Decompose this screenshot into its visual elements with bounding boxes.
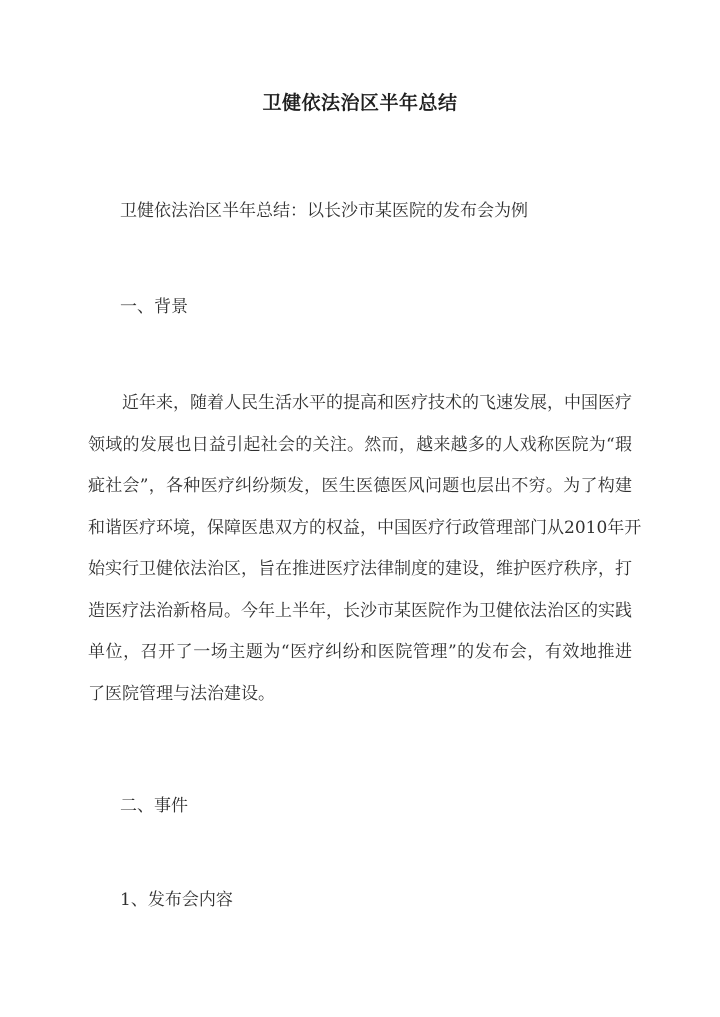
section-heading-background: 一、背景 <box>120 297 188 317</box>
document-subtitle: 卫健依法治区半年总结：以长沙市某医院的发布会为例 <box>120 201 528 221</box>
paragraph-line: 始实行卫健依法治区，旨在推进医疗法律制度的建设，维护医疗秩序，打 <box>88 559 632 579</box>
subsection-heading-press-conference: 1、发布会内容 <box>120 890 233 910</box>
background-paragraph <box>88 383 642 715</box>
paragraph-line: 疵社会”，各种医疗纠纷频发，医生医德医风问题也层出不穷。为了构建 <box>88 476 632 496</box>
paragraph-line: 造医疗法治新格局。今年上半年，长沙市某医院作为卫健依法治区的实践 <box>88 600 632 621</box>
section-heading-event: 二、事件 <box>120 796 188 816</box>
paragraph-line: 了医院管理与法治建设。 <box>88 683 275 704</box>
paragraph-line: 和谐医疗环境，保障医患双方的权益，中国医疗行政管理部门从2010年开 <box>88 517 642 538</box>
paragraph-line: 单位，召开了一场主题为“医疗纠纷和医院管理”的发布会，有效地推进 <box>88 642 632 662</box>
paragraph-line: 近年来，随着人民生活水平的提高和医疗技术的飞速发展，中国医疗 <box>122 393 632 413</box>
paragraph-line: 领域的发展也日益引起社会的关注。然而，越来越多的人戏称医院为“瑕 <box>88 434 632 455</box>
document-title: 卫健依法治区半年总结 <box>262 92 458 114</box>
